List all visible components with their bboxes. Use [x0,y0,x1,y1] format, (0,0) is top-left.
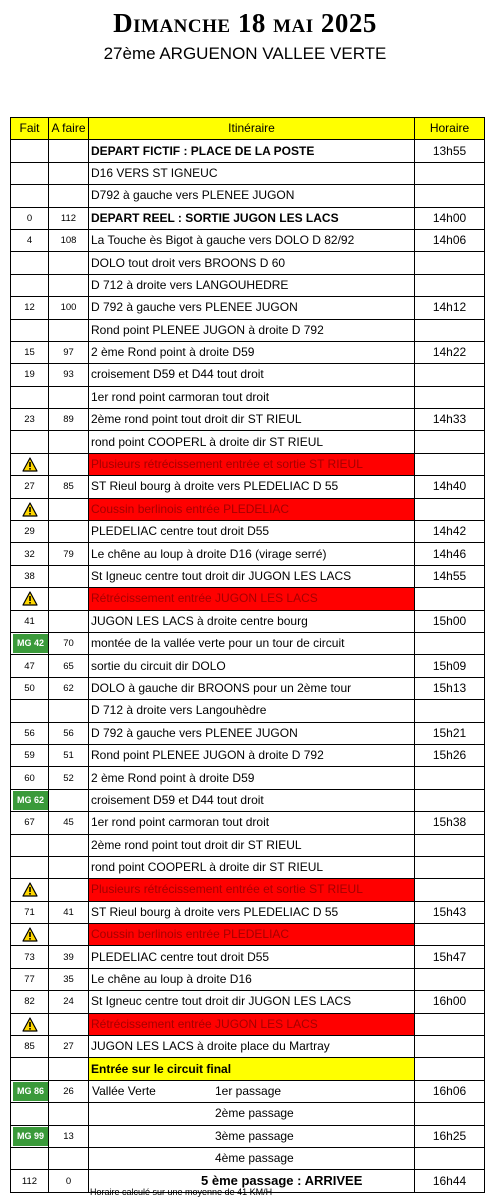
horaire-cell [415,588,485,610]
table-row [11,140,485,162]
itinerary-cell: Coussin berlinois entrée PLEDELIAC [89,498,415,520]
itinerary-passage: 2ème passage [215,1106,294,1121]
warning-triangle-icon [13,927,46,942]
fait-km-cell: 15 [11,341,49,363]
horaire-cell [415,1058,485,1080]
table-row [11,700,485,722]
horaire-cell: 15h09 [415,655,485,677]
table-row [11,476,485,498]
fait-km-cell [11,274,49,296]
fait-km-cell: 77 [11,968,49,990]
afaire-km-cell: 35 [49,968,89,990]
fait-km-cell [11,1058,49,1080]
itinerary-cell: sortie du circuit dir DOLO [89,655,415,677]
horaire-cell [415,924,485,946]
itinerary-cell: montée de la vallée verte pour un tour de circuit [89,632,415,654]
horaire-cell: 13h55 [415,140,485,162]
horaire-cell [415,274,485,296]
afaire-km-cell [49,856,89,878]
table-row [11,252,485,274]
fait-km-cell [11,140,49,162]
fait-km-cell: 47 [11,655,49,677]
fait-km-cell: 73 [11,946,49,968]
afaire-km-cell: 89 [49,409,89,431]
fait-km-cell [11,431,49,453]
itinerary-cell: ST Rieul bourg à droite vers PLEDELIAC D 55 [89,901,415,923]
table-row [11,924,485,946]
fait-km-cell: 85 [11,1036,49,1058]
itinerary-cell: Le chêne au loup à droite D16 [89,968,415,990]
afaire-km-cell [49,879,89,901]
horaire-cell: 15h26 [415,744,485,766]
itinerary-cell: La Touche ès Bigot à gauche vers DOLO D 82/92 [89,229,415,251]
table-row [11,1058,485,1080]
fait-km-cell: 4 [11,229,49,251]
horaire-cell [415,700,485,722]
afaire-km-cell [49,1013,89,1035]
itinerary-cell: St Igneuc centre tout droit dir JUGON LES LACS [89,991,415,1013]
itinerary-cell: 1er rond point carmoran tout droit [89,812,415,834]
itinerary-cell: rond point COOPERL à droite dir ST RIEUL [89,431,415,453]
table-row [11,767,485,789]
mg-badge: MG 42 [13,634,48,653]
table-row [11,453,485,475]
warning-cell [11,498,49,520]
table-row [11,1147,485,1169]
warning-cell [11,924,49,946]
itinerary-cell: rond point COOPERL à droite dir ST RIEUL [89,856,415,878]
horaire-cell [415,453,485,475]
afaire-km-cell [49,185,89,207]
page-title: Dimanche 18 mai 2025 [113,8,377,38]
table-row [11,386,485,408]
fait-km-cell: 12 [11,297,49,319]
horaire-cell: 14h46 [415,543,485,565]
fait-km-cell [11,319,49,341]
fait-km-cell [11,185,49,207]
itinerary-table [10,117,485,1193]
horaire-cell [415,856,485,878]
table-row [11,1036,485,1058]
warning-triangle-icon [13,502,46,517]
fait-km-cell: 41 [11,610,49,632]
page-subtitle: 27ème ARGUENON VALLEE VERTE [103,44,387,63]
horaire-cell: 15h43 [415,901,485,923]
itinerary-cell: Rétrécissement entrée JUGON LES LACS [89,1013,415,1035]
table-row [11,521,485,543]
itinerary-cell: PLEDELIAC centre tout droit D55 [89,946,415,968]
afaire-km-cell: 52 [49,767,89,789]
table-row [11,588,485,610]
afaire-km-cell: 45 [49,812,89,834]
horaire-cell: 14h06 [415,229,485,251]
horaire-cell [415,364,485,386]
table-row [11,364,485,386]
horaire-cell [415,185,485,207]
table-row [11,789,485,811]
itinerary-cell: 2ème rond point tout droit dir ST RIEUL [89,834,415,856]
table-row [11,812,485,834]
afaire-km-cell [49,1147,89,1169]
fait-km-cell: 71 [11,901,49,923]
mg-cell [11,789,49,811]
table-row [11,655,485,677]
table-row [11,185,485,207]
fait-km-cell: 67 [11,812,49,834]
itinerary-cell [89,1080,415,1102]
horaire-cell: 15h38 [415,812,485,834]
horaire-cell [415,1036,485,1058]
fait-km-cell: 56 [11,722,49,744]
table-row [11,722,485,744]
col-header-horaire: Horaire [415,118,485,140]
itinerary-cell: Rétrécissement entrée JUGON LES LACS [89,588,415,610]
afaire-km-cell [49,1103,89,1125]
fait-km-cell: 32 [11,543,49,565]
afaire-km-cell [49,319,89,341]
horaire-cell: 14h22 [415,341,485,363]
afaire-km-cell [49,162,89,184]
warning-triangle-icon [13,1017,46,1032]
horaire-cell [415,498,485,520]
afaire-km-cell: 26 [49,1080,89,1102]
fait-km-cell: 19 [11,364,49,386]
itinerary-cell: 2ème rond point tout droit dir ST RIEUL [89,409,415,431]
afaire-km-cell [49,1058,89,1080]
horaire-cell: 14h33 [415,409,485,431]
afaire-km-cell: 24 [49,991,89,1013]
fait-km-cell [11,700,49,722]
itinerary-cell: JUGON LES LACS à droite place du Martray [89,1036,415,1058]
warning-triangle-icon [13,882,46,897]
table-row [11,856,485,878]
mg-badge: MG 62 [13,791,48,810]
fait-km-cell [11,834,49,856]
table-row [11,677,485,699]
afaire-km-cell [49,700,89,722]
table-row [11,565,485,587]
mg-badge: MG 99 [13,1127,48,1146]
afaire-km-cell [49,924,89,946]
afaire-km-cell: 112 [49,207,89,229]
table-header-row [11,118,485,140]
table-row [11,543,485,565]
horaire-cell [415,767,485,789]
itinerary-cell [89,1125,415,1147]
fait-km-cell [11,856,49,878]
col-header-itineraire: Itinéraire [89,118,415,140]
fait-km-cell: 29 [11,521,49,543]
horaire-cell [415,1103,485,1125]
table-row [11,229,485,251]
itinerary-cell [89,1103,415,1125]
warning-triangle-icon [13,591,46,606]
itinerary-cell: DEPART REEL : SORTIE JUGON LES LACS [89,207,415,229]
table-row [11,968,485,990]
afaire-km-cell: 56 [49,722,89,744]
table-row [11,319,485,341]
fait-km-cell [11,1103,49,1125]
fait-km-cell: 59 [11,744,49,766]
afaire-km-cell: 62 [49,677,89,699]
afaire-km-cell [49,610,89,632]
horaire-cell [415,431,485,453]
table-row [11,431,485,453]
table-row [11,946,485,968]
itinerary-cell: ST Rieul bourg à droite vers PLEDELIAC D 55 [89,476,415,498]
fait-km-cell: 0 [11,207,49,229]
horaire-cell [415,319,485,341]
itinerary-cell: croisement D59 et D44 tout droit [89,364,415,386]
afaire-km-cell: 39 [49,946,89,968]
mg-cell [11,1125,49,1147]
fait-km-cell: 60 [11,767,49,789]
itinerary-passage: 5 ème passage : ARRIVEE [201,1173,363,1189]
itinerary-cell: PLEDELIAC centre tout droit D55 [89,521,415,543]
mg-badge: MG 86 [13,1082,48,1101]
afaire-km-cell [49,588,89,610]
horaire-cell: 14h55 [415,565,485,587]
afaire-km-cell [49,386,89,408]
fait-km-cell: 112 [11,1170,49,1192]
itinerary-cell: 2 ème Rond point à droite D59 [89,341,415,363]
itinerary-cell: D16 VERS ST IGNEUC [89,162,415,184]
itinerary-cell: St Igneuc centre tout droit dir JUGON LES LACS [89,565,415,587]
afaire-km-cell: 27 [49,1036,89,1058]
horaire-cell: 16h44 [415,1170,485,1192]
horaire-cell: 16h25 [415,1125,485,1147]
horaire-cell [415,252,485,274]
table-row [11,274,485,296]
itinerary-cell: Plusieurs rétrécissement entrée et sortie ST RIEUL [89,879,415,901]
horaire-cell [415,386,485,408]
fait-km-cell [11,1147,49,1169]
table-row [11,610,485,632]
table-row [11,409,485,431]
horaire-cell: 14h00 [415,207,485,229]
horaire-cell [415,632,485,654]
itinerary-cell [89,1147,415,1169]
afaire-km-cell: 108 [49,229,89,251]
afaire-km-cell [49,789,89,811]
horaire-cell [415,834,485,856]
warning-cell [11,879,49,901]
horaire-cell: 16h06 [415,1080,485,1102]
fait-km-cell [11,386,49,408]
footnote: Horaire calculé sur une moyenne de 41 KM/H [90,1187,273,1197]
table-row [11,498,485,520]
table-row [11,207,485,229]
itinerary-cell: DEPART FICTIF : PLACE DE LA POSTE [89,140,415,162]
itinerary-cell: D 792 à gauche vers PLENEE JUGON [89,722,415,744]
itinerary-place: Vallée Verte [92,1083,156,1098]
itinerary-passage: 3ème passage [215,1128,294,1143]
afaire-km-cell: 70 [49,632,89,654]
fait-km-cell [11,252,49,274]
afaire-km-cell: 97 [49,341,89,363]
fait-km-cell: 23 [11,409,49,431]
horaire-cell [415,968,485,990]
afaire-km-cell: 41 [49,901,89,923]
afaire-km-cell: 13 [49,1125,89,1147]
warning-cell [11,453,49,475]
mg-cell [11,1080,49,1102]
afaire-km-cell: 65 [49,655,89,677]
itinerary-cell: Coussin berlinois entrée PLEDELIAC [89,924,415,946]
horaire-cell: 14h12 [415,297,485,319]
mg-cell [11,632,49,654]
col-header-afaire: A faire [49,118,89,140]
fait-km-cell: 27 [11,476,49,498]
horaire-cell: 15h13 [415,677,485,699]
horaire-cell: 15h00 [415,610,485,632]
itinerary-passage: 1er passage [215,1083,282,1098]
table-row [11,1080,485,1102]
itinerary-passage: 4ème passage [215,1150,294,1165]
table-row [11,834,485,856]
afaire-km-cell: 51 [49,744,89,766]
itinerary-cell: D 712 à droite vers Langouhèdre [89,700,415,722]
fait-km-cell: 38 [11,565,49,587]
itinerary-cell: D 792 à gauche vers PLENEE JUGON [89,297,415,319]
horaire-cell [415,1147,485,1169]
table-row [11,162,485,184]
horaire-cell [415,162,485,184]
afaire-km-cell [49,834,89,856]
horaire-cell: 15h47 [415,946,485,968]
warning-cell [11,588,49,610]
itinerary-cell: 2 ème Rond point à droite D59 [89,767,415,789]
horaire-cell: 15h21 [415,722,485,744]
horaire-cell [415,789,485,811]
table-row [11,1013,485,1035]
fait-km-cell [11,162,49,184]
itinerary-cell: Le chêne au loup à droite D16 (virage serré) [89,543,415,565]
horaire-cell [415,879,485,901]
horaire-cell [415,1013,485,1035]
table-row [11,1125,485,1147]
table-row [11,901,485,923]
itinerary-cell: croisement D59 et D44 tout droit [89,789,415,811]
itinerary-cell: Rond point PLENEE JUGON à droite D 792 [89,319,415,341]
afaire-km-cell [49,140,89,162]
itinerary-cell: D 712 à droite vers LANGOUHEDRE [89,274,415,296]
afaire-km-cell [49,252,89,274]
warning-cell [11,1013,49,1035]
afaire-km-cell: 100 [49,297,89,319]
afaire-km-cell [49,274,89,296]
horaire-cell: 16h00 [415,991,485,1013]
afaire-km-cell [49,431,89,453]
itinerary-cell: DOLO à gauche dir BROONS pour un 2ème tour [89,677,415,699]
afaire-km-cell [49,565,89,587]
itinerary-cell: Plusieurs rétrécissement entrée et sortie ST RIEUL [89,453,415,475]
table-row [11,632,485,654]
table-row [11,297,485,319]
afaire-km-cell [49,498,89,520]
fait-km-cell: 82 [11,991,49,1013]
afaire-km-cell [49,453,89,475]
warning-triangle-icon [13,457,46,472]
horaire-cell: 14h40 [415,476,485,498]
table-row [11,991,485,1013]
fait-km-cell: 50 [11,677,49,699]
itinerary-cell: 1er rond point carmoran tout droit [89,386,415,408]
itinerary-cell: JUGON LES LACS à droite centre bourg [89,610,415,632]
col-header-fait: Fait [11,118,49,140]
afaire-km-cell: 79 [49,543,89,565]
itinerary-cell: Entrée sur le circuit final [89,1058,415,1080]
table-row [11,341,485,363]
afaire-km-cell: 0 [49,1170,89,1192]
itinerary-cell: D792 à gauche vers PLENEE JUGON [89,185,415,207]
afaire-km-cell: 85 [49,476,89,498]
table-row [11,879,485,901]
afaire-km-cell [49,521,89,543]
table-row [11,1103,485,1125]
table-row [11,744,485,766]
afaire-km-cell: 93 [49,364,89,386]
itinerary-cell: DOLO tout droit vers BROONS D 60 [89,252,415,274]
horaire-cell: 14h42 [415,521,485,543]
itinerary-cell: Rond point PLENEE JUGON à droite D 792 [89,744,415,766]
